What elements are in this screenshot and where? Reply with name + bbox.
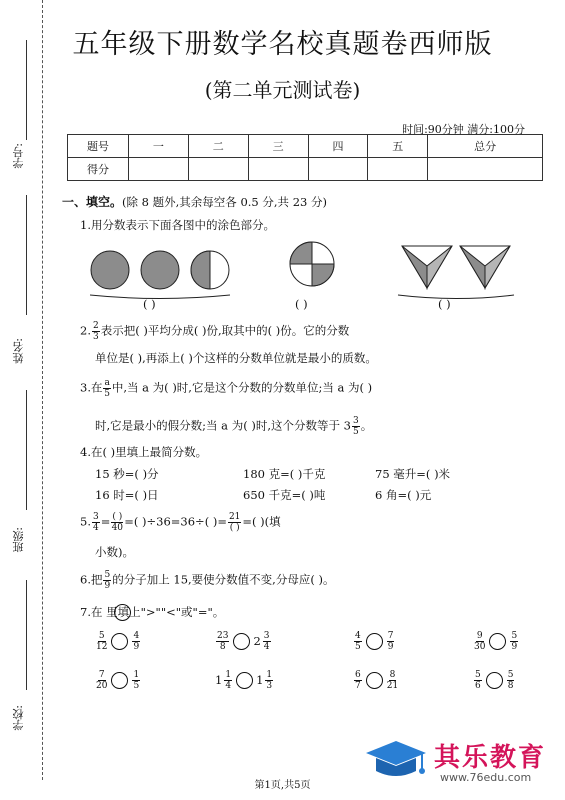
frac-numerator: 5 xyxy=(98,631,105,641)
frac-denominator: 9 xyxy=(511,642,518,652)
section-title: 一、填空。 xyxy=(62,195,123,209)
fraction xyxy=(265,670,273,691)
score-header-cell: 总分 xyxy=(428,135,543,158)
q3-text-2: 时,它是最小的假分数;当 a 为( )时,这个分数等于 3 xyxy=(95,418,351,433)
question-4-title: 4.在( )里填上最简分数。 xyxy=(80,445,208,459)
comparison-item xyxy=(353,631,395,652)
question-6 xyxy=(80,570,334,591)
frac-denominator: 6 xyxy=(475,681,481,691)
frac-numerator: a xyxy=(104,378,110,388)
fraction xyxy=(216,631,229,652)
q3-text: 中,当 a 为( )时,它是这个分数的分数单位;当 a 为( ) xyxy=(111,380,373,395)
fraction xyxy=(510,631,518,652)
fraction xyxy=(354,631,362,652)
frac-numerator: 7 xyxy=(387,631,394,641)
frac-numerator: 2 xyxy=(92,321,99,331)
comparison-circle-blank[interactable] xyxy=(366,633,383,650)
frac-numerator: 5 xyxy=(104,570,111,580)
score-header-cell: 四 xyxy=(308,135,368,158)
page-footer: 第1页,共5页 xyxy=(254,780,311,791)
frac-numerator: 3 xyxy=(92,512,99,522)
question-5-line-1 xyxy=(80,512,281,533)
comparison-number xyxy=(473,670,483,691)
frac-denominator: 5 xyxy=(352,427,359,437)
frac-denominator: 5 xyxy=(133,681,140,691)
comparison-circle-blank[interactable] xyxy=(489,633,506,650)
score-cell[interactable] xyxy=(368,158,428,181)
frac-numerator: 1 xyxy=(266,670,273,680)
comparison-item xyxy=(95,670,141,691)
comparison-number xyxy=(131,631,141,652)
comparison-number xyxy=(95,631,108,652)
frac-numerator: 23 xyxy=(217,631,229,641)
comparison-item xyxy=(95,631,141,652)
frac-numerator: 21 xyxy=(228,512,241,522)
score-header-cell: 题号 xyxy=(68,135,129,158)
frac-denominator: 30 xyxy=(474,642,486,652)
frac-numerator: 5 xyxy=(475,670,481,680)
frac-numerator-blank[interactable]: ( ) xyxy=(112,512,123,522)
comparison-number xyxy=(353,670,363,691)
score-header-cell: 一 xyxy=(129,135,189,158)
score-cell[interactable] xyxy=(248,158,308,181)
comparison-number xyxy=(506,670,516,691)
triangles-figure xyxy=(398,246,514,299)
section-heading xyxy=(62,194,327,210)
mixed-whole: 1 xyxy=(256,672,264,687)
question-5-line-2: 小数)。 xyxy=(95,545,134,559)
q5-fraction xyxy=(92,512,100,533)
fraction xyxy=(96,670,107,691)
frac-denominator: 12 xyxy=(96,642,108,652)
frac-numerator: 7 xyxy=(98,670,105,680)
binding-line-4 xyxy=(26,580,27,690)
page-subtitle: (第二单元测试卷) xyxy=(204,78,361,102)
fraction xyxy=(96,631,107,652)
binding-dashed-line xyxy=(42,0,43,780)
comparison-number xyxy=(353,631,363,652)
class-label: 班级: xyxy=(12,527,25,553)
mixed-whole: 2 xyxy=(253,633,261,648)
question-2-line-2: 单位是( ),再添上( )个这样的分数单位就是最小的质数。 xyxy=(95,351,377,365)
frac-denominator: 8 xyxy=(507,681,514,691)
q2-text: 表示把( )平均分成( )份,取其中的( )份。它的分数 xyxy=(100,323,350,338)
comparison-circle-blank[interactable] xyxy=(111,633,128,650)
frac-numerator: 4 xyxy=(355,631,361,641)
fraction xyxy=(224,670,232,691)
frac-denominator: 4 xyxy=(92,523,99,533)
frac-denominator: 9 xyxy=(387,642,394,652)
frac-denominator: 5 xyxy=(104,389,111,399)
frac-numerator: 6 xyxy=(355,670,361,680)
quarter-circle-figure xyxy=(290,242,334,286)
frac-numerator: 4 xyxy=(133,631,140,641)
comparison-item xyxy=(473,670,515,691)
frac-denominator: 9 xyxy=(104,581,111,591)
frac-denominator-blank[interactable]: ( ) xyxy=(229,523,240,533)
frac-numerator: 9 xyxy=(476,631,483,641)
comparison-number xyxy=(131,670,141,691)
frac-numerator: 3 xyxy=(352,416,359,426)
q5-blank-fraction-2 xyxy=(228,512,241,533)
q1-answer-blank-1[interactable]: ( ) xyxy=(143,297,156,311)
q5-text: =( )÷36=36÷( )= xyxy=(124,514,227,529)
score-header-cell: 五 xyxy=(368,135,428,158)
q5-lead: 5. xyxy=(80,514,91,529)
q4-item: 16 时=( )日 xyxy=(95,488,159,502)
comparison-item xyxy=(215,670,274,691)
frac-denominator: 3 xyxy=(92,332,99,342)
frac-denominator: 3 xyxy=(266,681,273,691)
binding-line-2 xyxy=(26,195,27,315)
q4-item: 75 毫升=( )米 xyxy=(375,467,451,481)
comparison-item xyxy=(215,631,272,652)
frac-denominator: 20 xyxy=(96,681,108,691)
page-title: 五年级下册数学名校真题卷西师版 xyxy=(72,29,493,60)
comparison-number xyxy=(256,670,274,691)
comparison-circle-blank[interactable] xyxy=(233,633,250,650)
fraction xyxy=(474,670,482,691)
comparison-number xyxy=(509,631,519,652)
frac-denominator: 40 xyxy=(111,523,124,533)
comparison-number xyxy=(215,670,233,691)
frac-numerator: 8 xyxy=(389,670,396,680)
score-header-cell: 三 xyxy=(248,135,308,158)
score-cell[interactable] xyxy=(308,158,368,181)
fraction xyxy=(263,631,271,652)
frac-denominator: 4 xyxy=(225,681,232,691)
q6-fraction xyxy=(103,570,111,591)
q4-item: 180 克=( )千克 xyxy=(243,467,326,481)
student-id-label: 学号: xyxy=(12,143,25,169)
section-note: (除 8 题外,其余每空各 0.5 分,共 23 分) xyxy=(122,195,327,209)
q3-mixed-fraction xyxy=(352,416,360,437)
fraction xyxy=(474,631,485,652)
comparison-item xyxy=(353,670,399,691)
q5-blank-fraction-1 xyxy=(111,512,123,533)
fraction xyxy=(387,670,398,691)
q4-item: 650 千克=( )吨 xyxy=(243,488,326,502)
frac-numerator: 1 xyxy=(133,670,140,680)
frac-denominator: 5 xyxy=(355,642,361,652)
comparison-number xyxy=(473,631,486,652)
score-cell[interactable] xyxy=(188,158,248,181)
comparison-number xyxy=(215,631,230,652)
fraction xyxy=(507,670,515,691)
mixed-whole: 1 xyxy=(215,672,223,687)
frac-numerator: 5 xyxy=(511,631,518,641)
logo-text: 其乐教育 xyxy=(434,743,547,773)
comparison-circle-blank[interactable] xyxy=(366,672,383,689)
q1-answer-blank-2[interactable]: ( ) xyxy=(295,297,308,311)
comparison-circle-blank[interactable] xyxy=(111,672,128,689)
comparison-number xyxy=(386,670,399,691)
q7-title-circle-icon xyxy=(114,604,131,621)
logo-url: www.76edu.com xyxy=(440,771,532,784)
fraction xyxy=(132,631,140,652)
question-3-line-2: 时,它是最小的假分数;当 a 为( )时,这个分数等于 3 $\frac{3}{5}$ 。 xyxy=(95,416,373,437)
score-table-header-row xyxy=(68,135,543,158)
q3-fraction xyxy=(103,378,110,399)
q5-equals: = xyxy=(100,514,111,529)
q3-lead: 3.在 xyxy=(80,380,103,395)
q4-item: 6 角=( )元 xyxy=(375,488,432,502)
frac-numerator: 5 xyxy=(507,670,514,680)
comparison-number xyxy=(95,670,108,691)
comparison-circle-blank[interactable] xyxy=(236,672,253,689)
school-label: 学校: xyxy=(12,705,25,731)
score-table-score-row xyxy=(68,158,543,181)
score-table xyxy=(67,134,543,181)
q4-item: 15 秒=( )分 xyxy=(95,467,159,481)
three-circles-figure xyxy=(90,251,230,299)
q5-tail: =( )(填 xyxy=(242,514,281,529)
question-1-text: 1.用分数表示下面各图中的涂色部分。 xyxy=(80,218,275,232)
score-cell[interactable] xyxy=(428,158,543,181)
question-7-title: 7.在 里填上">""<"或"="。 xyxy=(80,605,225,619)
q6-text: 的分子加上 15,要使分数值不变,分母应( )。 xyxy=(112,572,335,587)
fraction xyxy=(354,670,362,691)
q1-answer-blank-3[interactable]: ( ) xyxy=(438,297,451,311)
q6-lead: 6.把 xyxy=(80,572,103,587)
frac-denominator: 7 xyxy=(355,681,361,691)
student-name-label: 姓名: xyxy=(12,338,25,364)
frac-denominator: 4 xyxy=(263,642,270,652)
question-3-line-1 xyxy=(80,378,372,399)
frac-numerator: 1 xyxy=(225,670,232,680)
q2-fraction xyxy=(92,321,100,342)
frac-numerator: 3 xyxy=(263,631,270,641)
fraction xyxy=(132,670,140,691)
frac-denominator: 9 xyxy=(133,642,140,652)
fraction xyxy=(387,631,395,652)
score-cell[interactable] xyxy=(129,158,189,181)
frac-denominator: 8 xyxy=(219,642,226,652)
comparison-item xyxy=(473,631,519,652)
comparison-circle-blank[interactable] xyxy=(486,672,503,689)
q2-lead: 2. xyxy=(80,323,91,338)
comparison-number xyxy=(386,631,396,652)
frac-denominator: 21 xyxy=(386,681,399,691)
question-2-line-1 xyxy=(80,321,349,342)
binding-line-3 xyxy=(26,390,27,510)
score-row-label: 得分 xyxy=(68,158,129,181)
comparison-number xyxy=(253,631,271,652)
score-header-cell: 二 xyxy=(188,135,248,158)
time-info: 时间:90分钟 满分:100分 xyxy=(402,123,525,136)
